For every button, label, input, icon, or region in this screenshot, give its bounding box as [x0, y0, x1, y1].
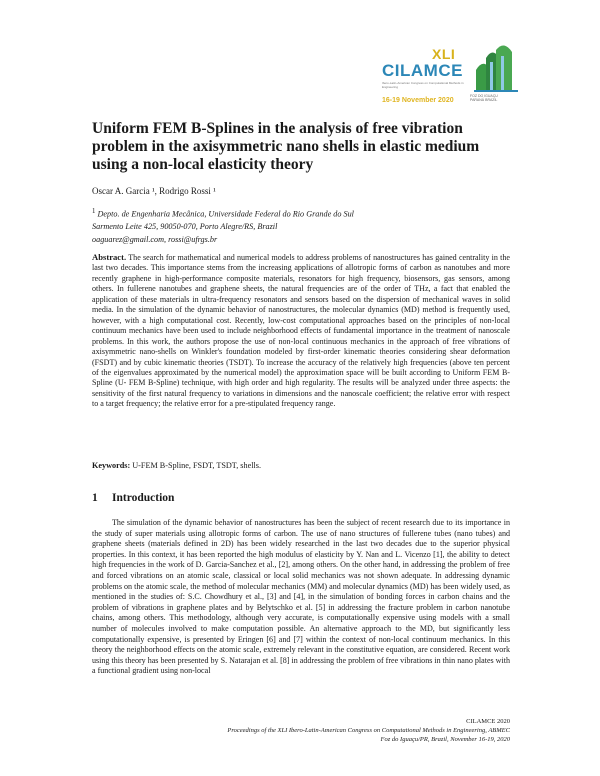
section-heading [92, 492, 174, 504]
footer-line2: Proceedings of the XLI Ibero-Latin-American Congress on Computational Methods in Engineering, ABMEC [227, 727, 510, 734]
logo-edition: XLI [432, 46, 456, 62]
keywords-label: Keywords: [92, 461, 131, 470]
footer-line1: CILAMCE 2020 [466, 718, 510, 725]
intro-paragraph: The simulation of the dynamic behavior of nanostructures has been the subject of recent research due to its importance in the study of super materials using allotropic forms of carbon. The use of nano structures of fullerene tubes (nano tubes) and graphene sheets (materials defined in 2D) has been widely researched in the last two decades due to the superior physical properties. In this context, it has been reported the high modulus of elasticity by Y. Nan and L. Vicenzo [1], the ability to detect high frequencies in the work of D. Garcia-Sanchez et al., [2], among others. On the other hand, in addressing the problem of free and forced vibrations on an atomic scale, classical or local solid mechanics was not shown adequate. In addressing dynamic problems on the atomic scale, the method of molecular mechanics (MM) and molecular dynamics (MD) has been widely used, as mentioned in the studies of: S.C. Chowdhury et al., [3] and [4], in the simulation of bonding forces in carbon chains and the problem of vibrations in graphene plates and by Belytschko et al. [5] in addressing the fracture problem in carbon nanotube chains, among others. This methodology, although very accurate, is computationally expensive using models with a small number of molecules involved to make computation possible. An alternative approach to the MD, but significantly less computationally expensive, is presented by Eringen [6] and [7] within the context of non-local continuum mechanics. In this theory the neighborhood effects on the atomic scale, extremely relevant in the constitutive equation, are considered. Recent work using this theory has been presented by S. Natarajan et al. [8] in addressing the problem of free vibrations in thin nano plates with a functional gradient using non-local [92, 518, 510, 676]
footer-line3: Foz do Iguaçu/PR, Brazil, November 16-19, 2020 [380, 736, 510, 743]
affiliation-dept: Depto. de Engenharia Mecânica, Universidade Federal do Rio Grande do Sul [97, 209, 354, 219]
affiliation-emails: oaguarez@gmail.com, rossi@ufrgs.br [92, 234, 218, 244]
affiliation-dept-line [92, 206, 512, 221]
abstract-text: The search for mathematical and numerical models to address problems of nanostructures has gained centrality in the last two decades. This importance stems from the increasing applications of allotropic forms of carbon as nanotubes and more recently graphene in high-performance composite materials, resonators for high frequency, biosensors, gas sensors, among others. In fullerene nanotubes and graphene sheets, the natural frequencies are of the order of THz, a fact that enabled the application of these materials in ultra-frequency resonators and sensors based on the dispersion of mechanical waves in solid media. In the simulation of the dynamic behavior of nanostructures, the molecular dynamics (MD) method is frequently used, however, with a high computational cost. Recently, low-cost computational approaches based on the principles of non-local continuum mechanics have been used to include neighborhood effects of fundamental importance in the treatment of nanoscale problems. In this work, the authors propose the use of non-local continuous mechanics in the approach of free vibrations of axisymmetric nano-shells on Winkler's foundation modeled by first-order kinematic theories considering shear deformation (FSDT) and by cubic kinematic theories (TSDT). To increase the accuracy of the relatively high frequencies (above ten percent of the eigenvalues approximated by the numerical model) the approximation space will be built according to Uniform FEM B-Spline (U- FEM B-Spline) technique, with high order and high regularity. The results will be analyzed under three aspects: the sensitivity of the first natural frequency to variations in dimensions and the nanoscale coefficient; the relative error with respect to a target frequency; the relative error for a pre-stipulated frequency range. [92, 253, 510, 409]
authors: Oscar A. Garcia ¹, Rodrigo Rossi ¹ [92, 186, 216, 196]
abstract [92, 252, 510, 410]
abstract-label: Abstract. [92, 252, 127, 262]
logo-name: CILAMCE [382, 61, 463, 80]
logo-subtitle: Ibero-Latin-American Congress on Computational Methods in Engineering [382, 81, 464, 89]
section-number: 1 [92, 492, 98, 504]
waterfall-icon [474, 40, 518, 92]
affiliation-mark: 1 [92, 208, 96, 215]
logo-location: FOZ DO IGUAÇU PARANÁ BRAZIL [470, 94, 498, 102]
section-title: Introduction [112, 492, 175, 504]
keywords-text: U-FEM B-Spline, FSDT, TSDT, shells. [132, 461, 261, 470]
keywords [92, 461, 261, 470]
page-footer [227, 717, 510, 744]
affiliation [92, 206, 512, 246]
logo-dates: 16-19 November 2020 [382, 97, 454, 104]
conference-logo [378, 38, 518, 113]
affiliation-address: Sarmento Leite 425, 90050-070, Porto Alegre/RS, Brazil [92, 222, 278, 232]
paper-title: Uniform FEM B-Splines in the analysis of free vibration problem in the axisymmetric nano shells in elastic medium using a non-local elasticity theory [92, 120, 480, 173]
